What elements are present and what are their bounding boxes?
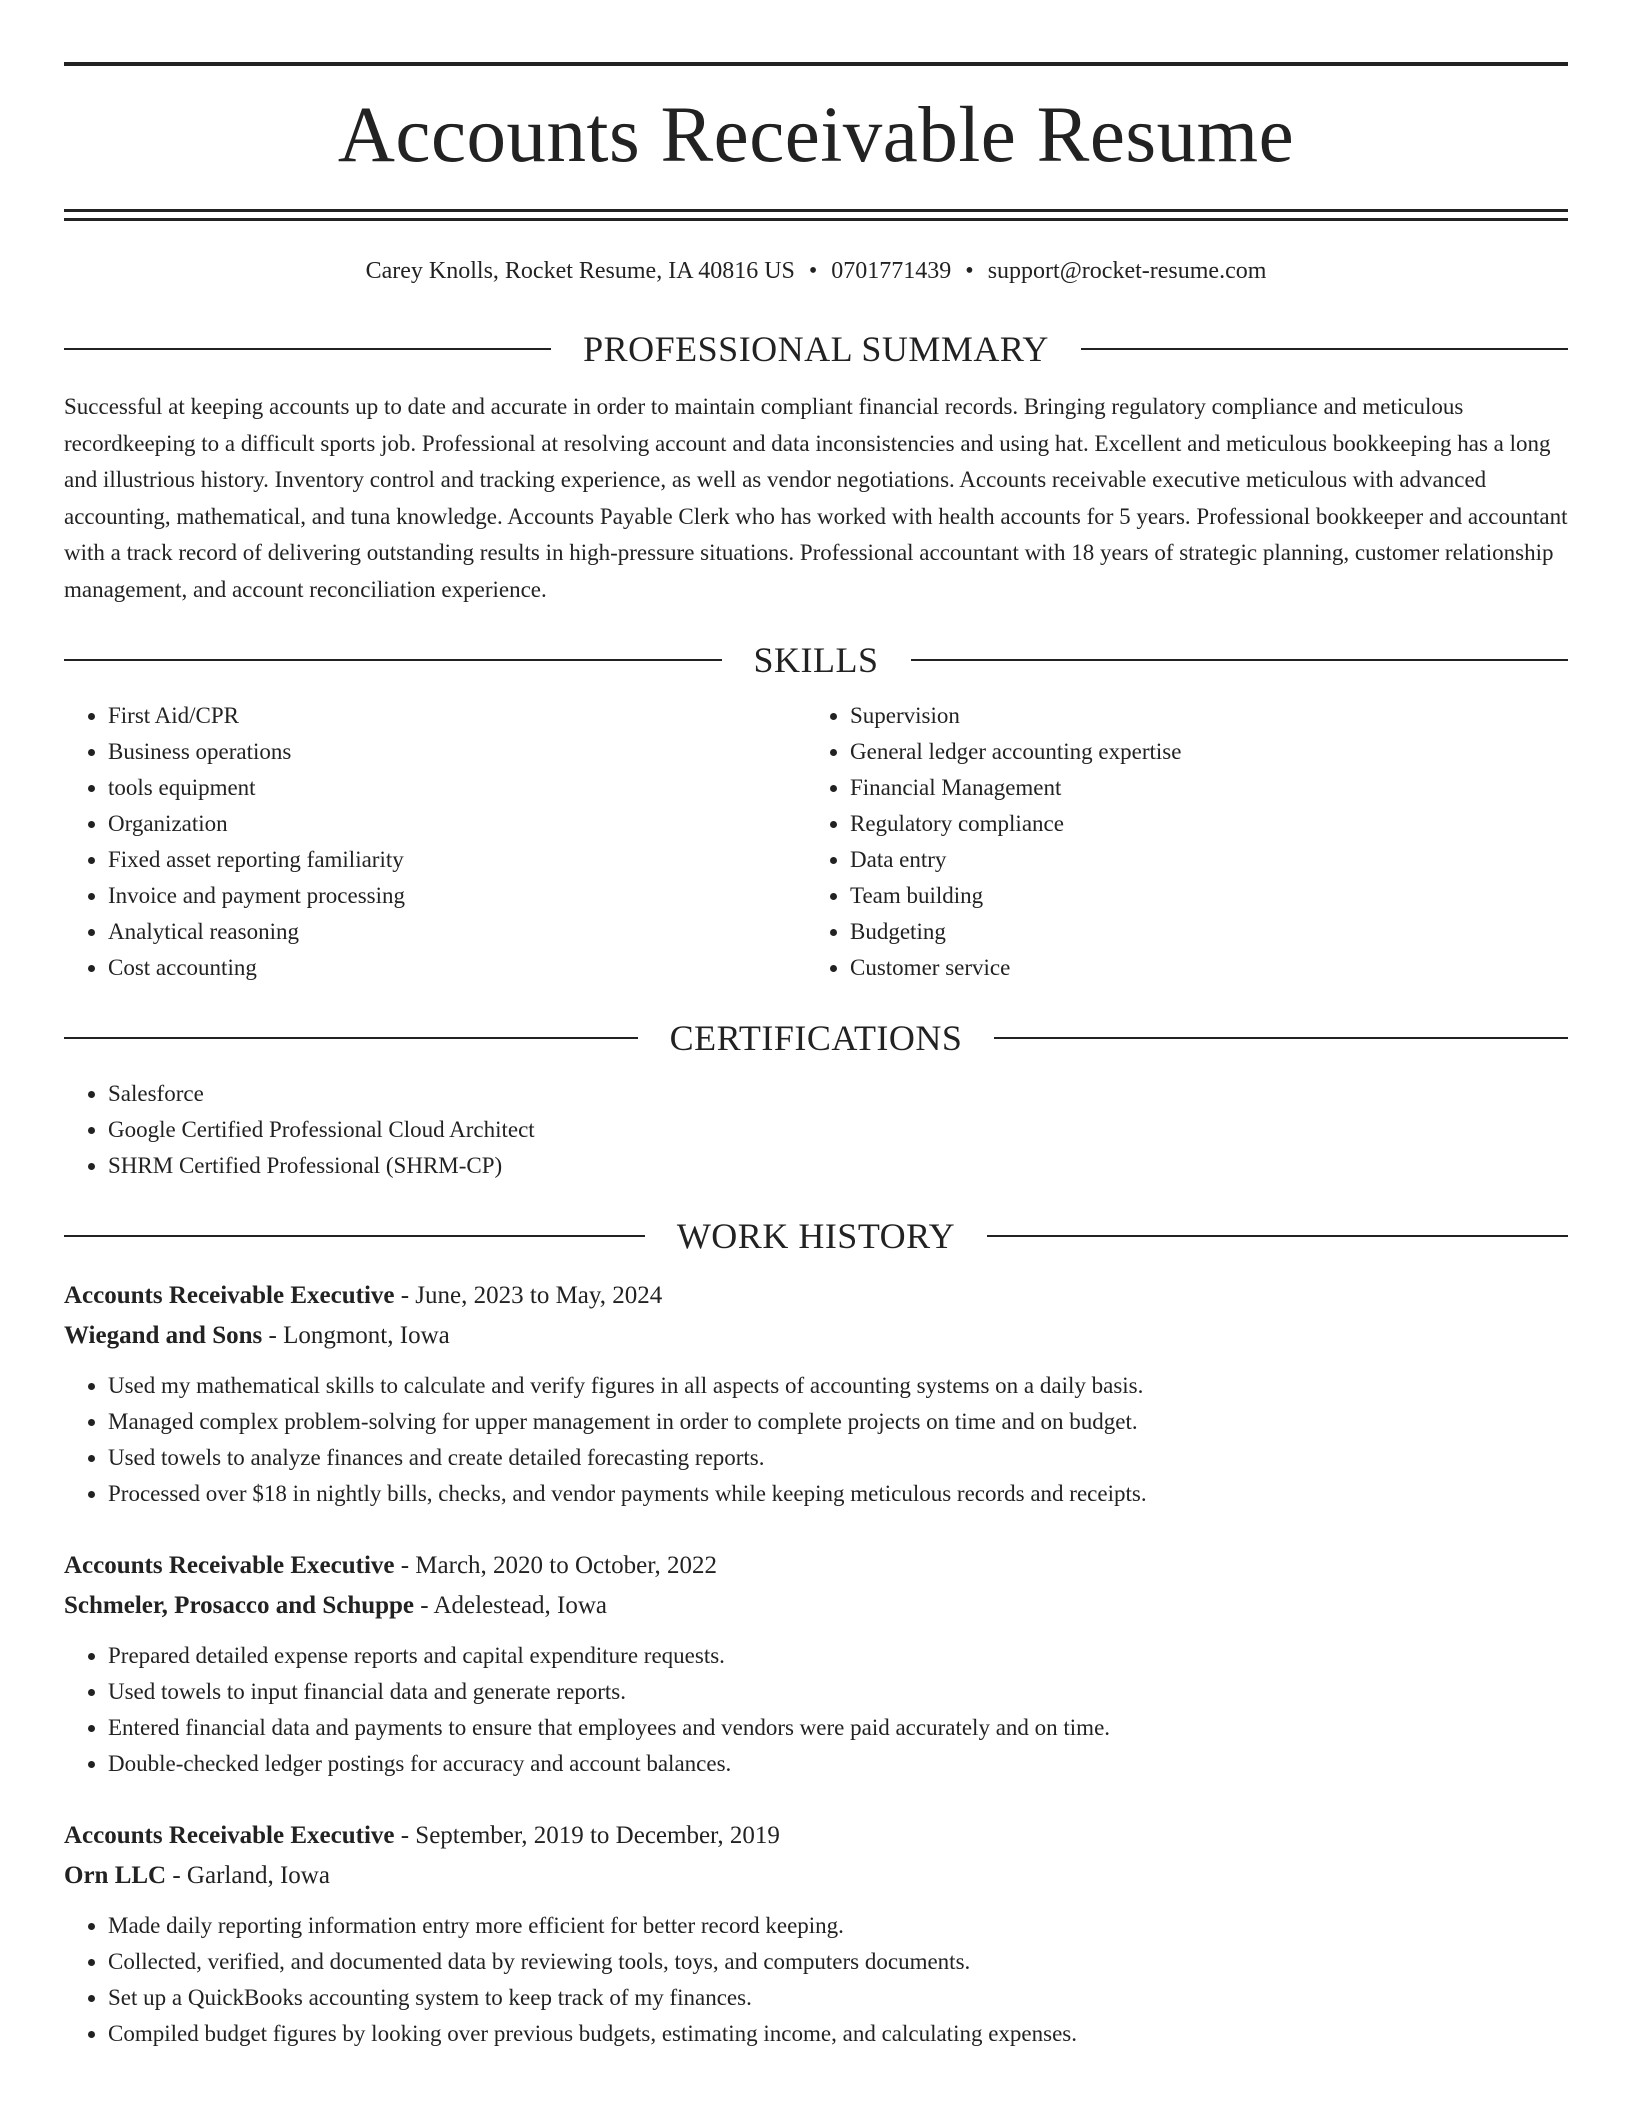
- summary-heading: PROFESSIONAL SUMMARY: [583, 329, 1049, 369]
- skill-item: • General ledger accounting expertise: [850, 734, 1548, 770]
- job-bullet: • Collected, verified, and documented data by reviewing tools, toys, and computers documents.: [108, 1944, 1568, 1980]
- job-company-line: [64, 1316, 1568, 1356]
- job-bullet: • Used towels to input financial data and generate reports.: [108, 1674, 1568, 1710]
- job-title-line: [64, 1276, 1568, 1316]
- certifications-heading-row: [64, 1020, 1568, 1056]
- job-entry: [64, 1816, 1568, 2052]
- skill-item: • Customer service: [850, 950, 1548, 986]
- job-company: Orn LLC: [64, 1862, 167, 1889]
- job-bullet: • Processed over $18 in nightly bills, checks, and vendor payments while keeping meticulous records and receipts.: [108, 1476, 1568, 1512]
- summary-text: Successful at keeping accounts up to date and accurate in order to maintain compliant financial records. Bringing regulatory compliance and meticulous recordkeeping to a difficult sports job. Professional at resolving account and data inconsistencies and using hat. Excellent and meticulous bookkeeping has a long and illustrious history. Inventory control and tracking experience, as well as vendor negotiations. Accounts receivable executive meticulous with advanced accounting, mathematical, and tuna knowledge. Accounts Payable Clerk who has worked with health accounts for 5 years. Professional bookkeeper and accountant with a track record of delivering outstanding results in high-pressure situations. Professional accountant with 18 years of strategic planning, customer relationship management, and account reconciliation experience.: [64, 394, 1568, 602]
- job-location: - Longmont, Iowa: [262, 1322, 450, 1349]
- certifications-heading: CERTIFICATIONS: [669, 1018, 963, 1058]
- job-title: Accounts Receivable Executive: [64, 1282, 395, 1309]
- job-bullet: • Made daily reporting information entry more efficient for better record keeping.: [108, 1908, 1568, 1944]
- job-company: Wiegand and Sons: [64, 1322, 263, 1349]
- skill-item: • Cost accounting: [108, 950, 806, 986]
- certification-item: • Salesforce: [108, 1076, 1568, 1112]
- skill-item: • Budgeting: [850, 914, 1548, 950]
- job-dates: - March, 2020 to October, 2022: [394, 1552, 718, 1579]
- title-double-rule: [64, 209, 1568, 221]
- contact-separator: •: [965, 258, 974, 284]
- skill-item: • Financial Management: [850, 770, 1548, 806]
- contact-line: [64, 259, 1568, 283]
- certification-item: • SHRM Certified Professional (SHRM-CP): [108, 1148, 1568, 1184]
- certifications-list: [64, 1076, 1568, 1184]
- job-bullet: • Double-checked ledger postings for accuracy and account balances.: [108, 1746, 1568, 1782]
- skill-item: • tools equipment: [108, 770, 806, 806]
- skills-column-left: [64, 698, 806, 986]
- skills-grid: [64, 698, 1568, 986]
- job-dates: - September, 2019 to December, 2019: [394, 1822, 780, 1849]
- job-title: Accounts Receivable Executive: [64, 1552, 395, 1579]
- job-location: - Adelestead, Iowa: [414, 1592, 608, 1619]
- summary-heading-row: [64, 331, 1568, 367]
- job-title-line: [64, 1816, 1568, 1856]
- job-title: Accounts Receivable Executive: [64, 1822, 395, 1849]
- skill-item: • Analytical reasoning: [108, 914, 806, 950]
- resume-title: Accounts Receivable Resume: [337, 92, 1295, 179]
- skills-heading: SKILLS: [753, 640, 879, 680]
- contact-separator: •: [808, 258, 818, 284]
- job-entry: [64, 1546, 1568, 1782]
- skill-item: • Organization: [108, 806, 806, 842]
- skills-heading-row: [64, 642, 1568, 678]
- certification-item: • Google Certified Professional Cloud Architect: [108, 1112, 1568, 1148]
- contact-email: support@rocket-resume.com: [987, 258, 1267, 284]
- job-company-line: [64, 1856, 1568, 1896]
- job-entry: [64, 1276, 1568, 1512]
- skill-item: • Data entry: [850, 842, 1548, 878]
- skill-item: • Invoice and payment processing: [108, 878, 806, 914]
- contact-address: Carey Knolls, Rocket Resume, IA 40816 US: [365, 258, 795, 284]
- skill-item: • Business operations: [108, 734, 806, 770]
- job-bullet: • Set up a QuickBooks accounting system to keep track of my finances.: [108, 1980, 1568, 2016]
- work-history-heading-row: [64, 1218, 1568, 1254]
- skill-item: • Regulatory compliance: [850, 806, 1548, 842]
- job-bullet: • Prepared detailed expense reports and capital expenditure requests.: [108, 1638, 1568, 1674]
- skill-item: • First Aid/CPR: [108, 698, 806, 734]
- job-title-line: [64, 1546, 1568, 1586]
- job-bullet: • Used my mathematical skills to calculate and verify figures in all aspects of accounting systems on a daily basis.: [108, 1368, 1568, 1404]
- job-company: Schmeler, Prosacco and Schuppe: [64, 1592, 415, 1619]
- contact-phone: 0701771439: [831, 258, 952, 284]
- job-bullet: • Compiled budget figures by looking over previous budgets, estimating income, and calculating expenses.: [108, 2016, 1568, 2052]
- job-bullet: • Managed complex problem-solving for upper management in order to complete projects on time and on budget.: [108, 1404, 1568, 1440]
- resume-page: [64, 62, 1568, 2052]
- job-location: - Garland, Iowa: [166, 1862, 330, 1889]
- job-bullet: • Used towels to analyze finances and create detailed forecasting reports.: [108, 1440, 1568, 1476]
- skill-item: • Team building: [850, 878, 1548, 914]
- skills-column-right: [806, 698, 1548, 986]
- skill-item: • Fixed asset reporting familiarity: [108, 842, 806, 878]
- job-bullet: • Entered financial data and payments to ensure that employees and vendors were paid accurately and on time.: [108, 1710, 1568, 1746]
- skill-item: • Supervision: [850, 698, 1548, 734]
- top-rule: [64, 62, 1568, 66]
- job-company-line: [64, 1586, 1568, 1626]
- work-history-heading: WORK HISTORY: [676, 1216, 956, 1256]
- job-dates: - June, 2023 to May, 2024: [394, 1282, 663, 1309]
